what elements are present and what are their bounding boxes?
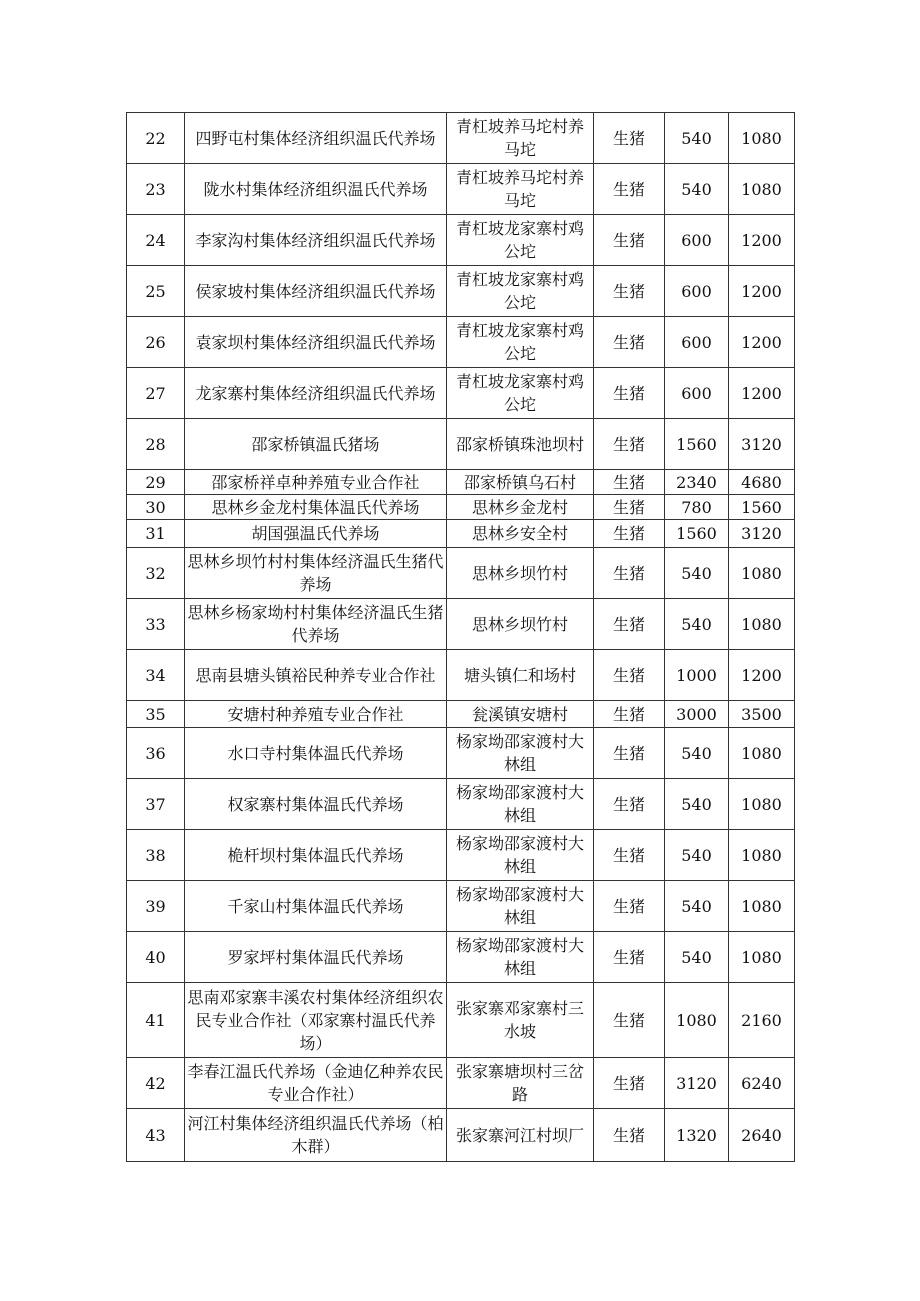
row-number-cell: 24 bbox=[127, 215, 185, 266]
table-row bbox=[127, 1109, 795, 1162]
quantity-b-cell: 1080 bbox=[729, 599, 795, 650]
farm-name-cell: 邵家桥镇温氏猪场 bbox=[185, 419, 447, 470]
row-number-cell: 40 bbox=[127, 932, 185, 983]
farm-name-cell: 侯家坡村集体经济组织温氏代养场 bbox=[185, 266, 447, 317]
row-number-cell: 29 bbox=[127, 470, 185, 495]
location-cell: 思林乡坝竹村 bbox=[447, 548, 594, 599]
table-row bbox=[127, 548, 795, 599]
table-row bbox=[127, 650, 795, 701]
location-cell: 青杠坡龙家寨村鸡公坨 bbox=[447, 266, 594, 317]
quantity-a-cell: 1320 bbox=[665, 1109, 729, 1162]
farm-name-cell: 四野屯村集体经济组织温氏代养场 bbox=[185, 113, 447, 164]
quantity-b-cell: 1080 bbox=[729, 113, 795, 164]
table-row bbox=[127, 419, 795, 470]
farm-name-cell: 桅杆坝村集体温氏代养场 bbox=[185, 830, 447, 881]
location-cell: 青杠坡龙家寨村鸡公坨 bbox=[447, 317, 594, 368]
farm-name-cell: 李家沟村集体经济组织温氏代养场 bbox=[185, 215, 447, 266]
table-row bbox=[127, 368, 795, 419]
farm-name-cell: 龙家寨村集体经济组织温氏代养场 bbox=[185, 368, 447, 419]
livestock-type-cell: 生猪 bbox=[594, 419, 665, 470]
row-number-cell: 43 bbox=[127, 1109, 185, 1162]
livestock-type-cell: 生猪 bbox=[594, 495, 665, 520]
row-number-cell: 33 bbox=[127, 599, 185, 650]
quantity-b-cell: 3500 bbox=[729, 701, 795, 728]
row-number-cell: 35 bbox=[127, 701, 185, 728]
location-cell: 张家寨邓家寨村三水坡 bbox=[447, 983, 594, 1058]
livestock-type-cell: 生猪 bbox=[594, 164, 665, 215]
quantity-a-cell: 540 bbox=[665, 599, 729, 650]
location-cell: 张家寨河江村坝厂 bbox=[447, 1109, 594, 1162]
row-number-cell: 26 bbox=[127, 317, 185, 368]
location-cell: 思林乡金龙村 bbox=[447, 495, 594, 520]
table-row bbox=[127, 779, 795, 830]
farm-name-cell: 李春江温氏代养场（金迪亿种养农民专业合作社） bbox=[185, 1058, 447, 1109]
location-cell: 杨家坳邵家渡村大林组 bbox=[447, 728, 594, 779]
quantity-a-cell: 1000 bbox=[665, 650, 729, 701]
location-cell: 青杠坡养马坨村养马坨 bbox=[447, 113, 594, 164]
table-row bbox=[127, 1058, 795, 1109]
quantity-a-cell: 540 bbox=[665, 932, 729, 983]
location-cell: 杨家坳邵家渡村大林组 bbox=[447, 881, 594, 932]
quantity-a-cell: 540 bbox=[665, 881, 729, 932]
location-cell: 杨家坳邵家渡村大林组 bbox=[447, 830, 594, 881]
table-row bbox=[127, 495, 795, 520]
livestock-type-cell: 生猪 bbox=[594, 520, 665, 548]
location-cell: 青杠坡龙家寨村鸡公坨 bbox=[447, 368, 594, 419]
livestock-type-cell: 生猪 bbox=[594, 650, 665, 701]
table-row bbox=[127, 520, 795, 548]
livestock-type-cell: 生猪 bbox=[594, 599, 665, 650]
location-cell: 青杠坡养马坨村养马坨 bbox=[447, 164, 594, 215]
livestock-farm-table bbox=[126, 112, 795, 1162]
table-row bbox=[127, 164, 795, 215]
quantity-b-cell: 6240 bbox=[729, 1058, 795, 1109]
quantity-a-cell: 540 bbox=[665, 728, 729, 779]
quantity-b-cell: 1080 bbox=[729, 164, 795, 215]
location-cell: 塘头镇仁和场村 bbox=[447, 650, 594, 701]
table-row bbox=[127, 317, 795, 368]
table-row bbox=[127, 728, 795, 779]
farm-name-cell: 权家寨村集体温氏代养场 bbox=[185, 779, 447, 830]
livestock-type-cell: 生猪 bbox=[594, 779, 665, 830]
quantity-b-cell: 1080 bbox=[729, 548, 795, 599]
livestock-type-cell: 生猪 bbox=[594, 548, 665, 599]
row-number-cell: 30 bbox=[127, 495, 185, 520]
location-cell: 张家寨塘坝村三岔路 bbox=[447, 1058, 594, 1109]
farm-name-cell: 安塘村种养殖专业合作社 bbox=[185, 701, 447, 728]
location-cell: 杨家坳邵家渡村大林组 bbox=[447, 779, 594, 830]
farm-name-cell: 千家山村集体温氏代养场 bbox=[185, 881, 447, 932]
table-row bbox=[127, 932, 795, 983]
livestock-type-cell: 生猪 bbox=[594, 728, 665, 779]
row-number-cell: 42 bbox=[127, 1058, 185, 1109]
farm-name-cell: 袁家坝村集体经济组织温氏代养场 bbox=[185, 317, 447, 368]
quantity-b-cell: 1080 bbox=[729, 779, 795, 830]
farm-name-cell: 罗家坪村集体温氏代养场 bbox=[185, 932, 447, 983]
row-number-cell: 31 bbox=[127, 520, 185, 548]
location-cell: 思林乡安全村 bbox=[447, 520, 594, 548]
quantity-b-cell: 3120 bbox=[729, 520, 795, 548]
table-row bbox=[127, 470, 795, 495]
farm-name-cell: 思林乡杨家坳村村集体经济温氏生猪代养场 bbox=[185, 599, 447, 650]
livestock-type-cell: 生猪 bbox=[594, 1058, 665, 1109]
row-number-cell: 39 bbox=[127, 881, 185, 932]
farm-name-cell: 思南邓家寨丰溪农村集体经济组织农民专业合作社（邓家寨村温氏代养场） bbox=[185, 983, 447, 1058]
row-number-cell: 32 bbox=[127, 548, 185, 599]
row-number-cell: 23 bbox=[127, 164, 185, 215]
row-number-cell: 25 bbox=[127, 266, 185, 317]
quantity-b-cell: 2160 bbox=[729, 983, 795, 1058]
quantity-a-cell: 1560 bbox=[665, 419, 729, 470]
quantity-a-cell: 540 bbox=[665, 548, 729, 599]
table-row bbox=[127, 983, 795, 1058]
farm-name-cell: 陇水村集体经济组织温氏代养场 bbox=[185, 164, 447, 215]
table-row bbox=[127, 113, 795, 164]
farm-name-cell: 河江村集体经济组织温氏代养场（柏木群） bbox=[185, 1109, 447, 1162]
farm-name-cell: 思南县塘头镇裕民种养专业合作社 bbox=[185, 650, 447, 701]
table-row bbox=[127, 830, 795, 881]
location-cell: 杨家坳邵家渡村大林组 bbox=[447, 932, 594, 983]
livestock-type-cell: 生猪 bbox=[594, 215, 665, 266]
quantity-b-cell: 1080 bbox=[729, 728, 795, 779]
location-cell: 邵家桥镇乌石村 bbox=[447, 470, 594, 495]
quantity-a-cell: 540 bbox=[665, 113, 729, 164]
row-number-cell: 27 bbox=[127, 368, 185, 419]
row-number-cell: 36 bbox=[127, 728, 185, 779]
quantity-a-cell: 540 bbox=[665, 164, 729, 215]
quantity-b-cell: 1200 bbox=[729, 368, 795, 419]
quantity-a-cell: 600 bbox=[665, 266, 729, 317]
livestock-type-cell: 生猪 bbox=[594, 1109, 665, 1162]
quantity-a-cell: 600 bbox=[665, 368, 729, 419]
quantity-a-cell: 540 bbox=[665, 779, 729, 830]
livestock-type-cell: 生猪 bbox=[594, 932, 665, 983]
livestock-type-cell: 生猪 bbox=[594, 830, 665, 881]
table-row bbox=[127, 266, 795, 317]
quantity-b-cell: 2640 bbox=[729, 1109, 795, 1162]
quantity-b-cell: 1080 bbox=[729, 932, 795, 983]
livestock-type-cell: 生猪 bbox=[594, 368, 665, 419]
quantity-a-cell: 540 bbox=[665, 830, 729, 881]
farm-name-cell: 思林乡金龙村集体温氏代养场 bbox=[185, 495, 447, 520]
quantity-b-cell: 1200 bbox=[729, 317, 795, 368]
table-body bbox=[127, 113, 795, 1162]
quantity-b-cell: 3120 bbox=[729, 419, 795, 470]
quantity-a-cell: 780 bbox=[665, 495, 729, 520]
table-row bbox=[127, 599, 795, 650]
quantity-a-cell: 2340 bbox=[665, 470, 729, 495]
livestock-type-cell: 生猪 bbox=[594, 881, 665, 932]
quantity-a-cell: 600 bbox=[665, 215, 729, 266]
table-row bbox=[127, 215, 795, 266]
livestock-type-cell: 生猪 bbox=[594, 983, 665, 1058]
row-number-cell: 38 bbox=[127, 830, 185, 881]
location-cell: 思林乡坝竹村 bbox=[447, 599, 594, 650]
farm-name-cell: 邵家桥祥卓种养殖专业合作社 bbox=[185, 470, 447, 495]
quantity-a-cell: 3120 bbox=[665, 1058, 729, 1109]
livestock-type-cell: 生猪 bbox=[594, 113, 665, 164]
quantity-b-cell: 1200 bbox=[729, 266, 795, 317]
row-number-cell: 34 bbox=[127, 650, 185, 701]
row-number-cell: 28 bbox=[127, 419, 185, 470]
livestock-type-cell: 生猪 bbox=[594, 266, 665, 317]
quantity-b-cell: 1200 bbox=[729, 215, 795, 266]
quantity-a-cell: 1080 bbox=[665, 983, 729, 1058]
table-row bbox=[127, 701, 795, 728]
farm-name-cell: 水口寺村集体温氏代养场 bbox=[185, 728, 447, 779]
location-cell: 青杠坡龙家寨村鸡公坨 bbox=[447, 215, 594, 266]
table-row bbox=[127, 881, 795, 932]
quantity-b-cell: 1560 bbox=[729, 495, 795, 520]
quantity-a-cell: 1560 bbox=[665, 520, 729, 548]
row-number-cell: 37 bbox=[127, 779, 185, 830]
quantity-b-cell: 1200 bbox=[729, 650, 795, 701]
quantity-a-cell: 600 bbox=[665, 317, 729, 368]
location-cell: 瓮溪镇安塘村 bbox=[447, 701, 594, 728]
farm-name-cell: 思林乡坝竹村村集体经济温氏生猪代养场 bbox=[185, 548, 447, 599]
quantity-b-cell: 1080 bbox=[729, 881, 795, 932]
quantity-a-cell: 3000 bbox=[665, 701, 729, 728]
livestock-type-cell: 生猪 bbox=[594, 470, 665, 495]
row-number-cell: 22 bbox=[127, 113, 185, 164]
livestock-type-cell: 生猪 bbox=[594, 317, 665, 368]
row-number-cell: 41 bbox=[127, 983, 185, 1058]
quantity-b-cell: 4680 bbox=[729, 470, 795, 495]
quantity-b-cell: 1080 bbox=[729, 830, 795, 881]
livestock-type-cell: 生猪 bbox=[594, 701, 665, 728]
location-cell: 邵家桥镇珠池坝村 bbox=[447, 419, 594, 470]
farm-name-cell: 胡国强温氏代养场 bbox=[185, 520, 447, 548]
